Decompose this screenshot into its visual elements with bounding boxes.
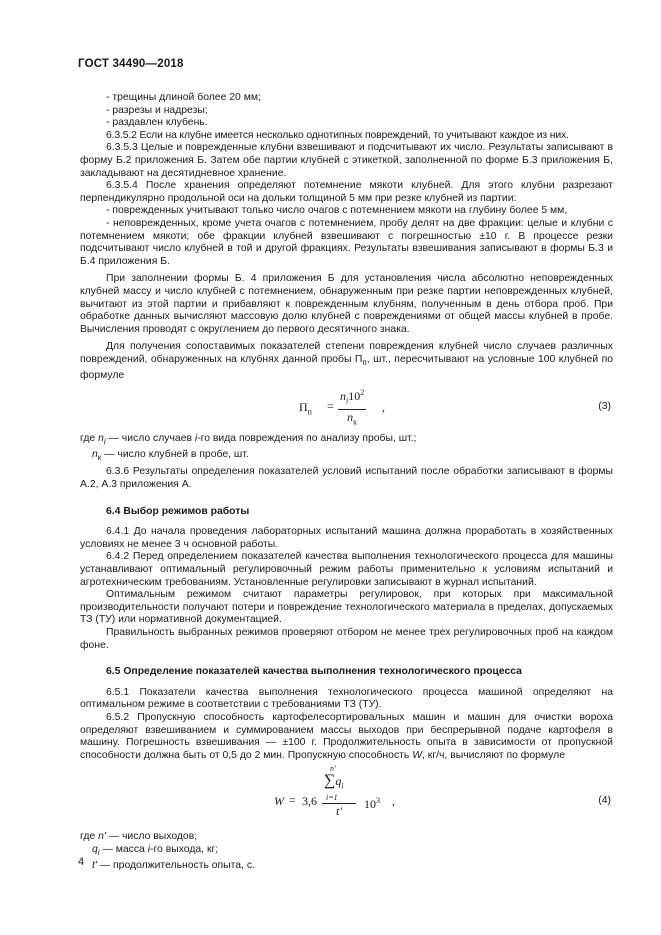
section-heading-6-4: 6.4 Выбор режимов работы [106, 505, 250, 517]
formula-comma: , [382, 400, 385, 415]
paragraph-comparable-indicators [80, 341, 613, 382]
paragraph-text: Для получения сопоставимых показателей степени повреждения клубней число случаев различных повреждений, обнаруженных на клубнях данной пробы П [80, 341, 613, 365]
equals-sign: = [289, 793, 296, 808]
paragraph-6-3-5-4: 6.3.5.4 После хранения определяют потемнение мякоти клубней. Для этого клубни разрезают перпендикулярно продольной оси на дольки толщиной 5 мм при резке клубней из партии: [80, 180, 613, 204]
formula-number: (3) [598, 401, 611, 413]
document-body [80, 92, 613, 872]
formula-3 [80, 385, 613, 431]
summation-sign: ∑ [324, 772, 336, 790]
formula-fraction [322, 765, 356, 818]
symbol: 10 [364, 797, 376, 812]
symbol: q [92, 843, 98, 855]
formula-4 [80, 765, 613, 829]
fraction-denominator [347, 410, 357, 429]
paragraph-6-3-5-2: 6.3.5.2 Если на клубне имеется несколько однотипных повреждений, то учитывают каждое из них. [106, 129, 569, 141]
formula-lhs [299, 401, 312, 419]
subscript: i [341, 781, 344, 791]
paragraph-6-4-2: 6.4.2 Перед определением показателей качества выполнения технологического процесса для машины устанавливают оптимальный регулировочный режим работы применительно к условиям испытаний и агротехническим требованиям. Установленные регулировки записывают в журнал испытаний. [80, 551, 613, 588]
paragraph-6-5-2 [80, 712, 613, 762]
symbol: П [299, 400, 308, 415]
subscript: к [353, 417, 358, 427]
sum-upper-limit: n' [330, 764, 336, 774]
list-item: - трещины длиной более 20 мм; [106, 92, 261, 103]
legend-text: — число случаев [105, 433, 195, 445]
list-item: - раздавлен клубень. [106, 117, 208, 129]
paragraph-form-filling: При заполнении формы Б. 4 приложения Б для установления числа абсолютно неповрежденных клубней массу и число клубней с потемнением, обнаруженным при резке партии неповрежденных клубней, вычитают из этой партии и прибавляют к поврежденным клубням, полученным в день отбора проб. При обработке данных вычисляют массовую долю клубней с повреждениями от общей массы клубней в пробе. Вычисления проводят с округлением до первого десятичного знака. [80, 273, 613, 335]
paragraph-6-3-6: 6.3.6 Результаты определения показателей условий испытаний после обработки записывают в формы А.2, А.3 приложения А. [80, 466, 613, 491]
fraction-numerator [338, 387, 366, 410]
subscript: п [307, 407, 312, 417]
legend-text: — число клубней в пробе, шт. [101, 448, 249, 460]
subscript: i [97, 848, 100, 858]
paragraph-6-3-5-4-undamaged: - неповрежденных, кроме учета очагов с потемнением, пробу делят на две фракции: целые и клубни с потемнением мякоти; обе фракции клубней взвешивают с погрешностью ±10 г. В процессе резки подсчитывают число клубней в той и другой фракциях. Результаты взвешивания записывают в формы Б.3 и Б.4 приложения Б. [80, 217, 613, 267]
section-heading-6-5: 6.5 Определение показателей качества выполнения технологического процесса [106, 666, 522, 678]
legend-text: — масса [99, 843, 148, 855]
superscript: 3 [376, 796, 380, 806]
paragraph-text: , кг/ч, вычисляют по формуле [422, 749, 565, 761]
symbol: n [340, 389, 346, 404]
paragraph-text: 6.5.2 Пропускную способность картофелесортировальных машин и машин для очистки вороха определяют взвешиванием и суммированием массы выходов при беспрерывной подаче картофеля в машину. Погрешность взвешивания — ±100 г. Продолжительность опыта в зависимости от пропускной способности должна быть от 0,5 до 2 мин. Пропускную способность [80, 711, 613, 761]
subscript: п [362, 357, 367, 367]
symbol: n [98, 433, 104, 445]
formula-power [364, 795, 380, 811]
symbol: i [147, 843, 151, 855]
formula-fraction [338, 387, 366, 429]
paragraph-6-3-5-4-damaged: - поврежденных учитывают только число очагов с потемнением мякоти на глубину более 5 мм, [106, 205, 568, 217]
symbol: t' [92, 859, 97, 871]
sum-lower-limit: i=1 [326, 792, 338, 802]
legend-text: -го выхода, кг; [150, 843, 219, 855]
legend-text: — число выходов; [105, 831, 198, 843]
paragraph-6-4-1: 6.4.1 До начала проведения лабораторных испытаний машина должна проработать в хозяйственных условиях не менее 3 ч основной работы. [80, 526, 613, 550]
paragraph-6-3-5-3: 6.3.5.3 Целые и поврежденные клубни взвешивают и подсчитывают их число. Результаты записывают в форму Б.2 приложения Б. Затем обе партии клубней с этикеткой, заполненной по форме Б.3 приложения Б, закладывают на десятидневное хранение. [80, 142, 613, 179]
subscript: i [346, 396, 349, 406]
fraction-numerator [322, 765, 356, 804]
symbol: i [194, 433, 198, 445]
list-item: - разрезы и надрезы; [106, 104, 208, 116]
symbol: n [92, 448, 98, 460]
page-number: 4 [78, 856, 85, 868]
superscript: 2 [360, 388, 365, 398]
legend-text: — продолжительность опыта, с. [96, 859, 255, 871]
symbol: n [347, 410, 354, 425]
legend-q-i [80, 844, 613, 860]
formula-coefficient: 3,6 [302, 794, 317, 809]
paragraph-text: , шт., пересчитывают на условные 100 клубней по формуле [80, 353, 614, 381]
legend-text: -го вида повреждения по анализу пробы, шт.; [197, 433, 417, 445]
legend-text: где [80, 433, 99, 445]
legend-t-prime [80, 860, 613, 873]
legend-n-prime [80, 831, 613, 844]
symbol: q [335, 774, 342, 789]
subscript: к [97, 452, 102, 462]
formula-lhs: W [274, 794, 284, 809]
symbol: W [412, 749, 423, 761]
legend-n-i [80, 433, 613, 449]
subscript: i [103, 437, 106, 447]
symbol: n' [98, 831, 106, 843]
legend-n-k [80, 449, 613, 465]
paragraph-6-5-1: 6.5.1 Показатели качества выполнения технологического процесса машиной определяют на оптимальном режиме в соответствии с требованиями ТЗ (ТУ). [80, 686, 613, 711]
equals-sign: = [327, 399, 334, 414]
formula-comma: , [392, 794, 395, 809]
symbol: 10 [348, 389, 361, 404]
fraction-denominator: t' [336, 804, 342, 819]
paragraph-optimal-mode: Оптимальным режимом считают параметры регулировок, при которых при максимальной производительности получают потери и повреждение технологического материала в пределах, допускаемых ТЗ (ТУ) или нормативной документацией. [80, 589, 613, 626]
formula-number: (4) [598, 795, 611, 807]
paragraph-mode-check: Правильность выбранных режимов проверяют отбором не менее трех регулировочных проб на каждом фоне. [80, 627, 613, 651]
legend-text: где [80, 831, 99, 843]
document-header: ГОСТ 34490—2018 [78, 58, 184, 70]
